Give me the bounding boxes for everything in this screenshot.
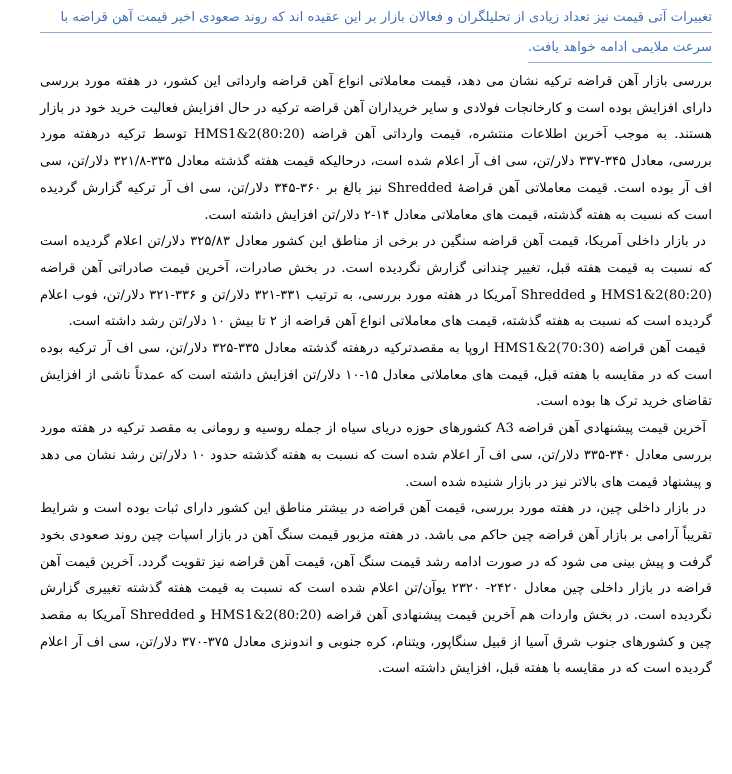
paragraph-europe-market: قیمت آهن قراضه HMS1&2(70:30) اروپا به مقصدترکیه درهفته گذشته معادل ۳۳۵-۳۲۵ دلار/تن، سی اف آر ترکیه بوده است که در مقایسه با هفته قبل، قیمت های معاملاتی معادل ۱۵-۱۰ دلار/تن افزایش داشته است که عمدتاً ناشی از افزایش تقاضای خرید ترک ها بوده است. — [40, 341, 712, 410]
paragraph-china-market: در بازار داخلی چین، در هفته مورد بررسی، قیمت آهن قراضه در بیشتر مناطق این کشور دارای ثبات بوده است و شرایط تقریباً آرامی بر بازار آهن قراضه چین حاکم می باشد. در هفته مزبور قیمت سنگ آهن در بازار اسپات چین روند صعودی بخود گرفت و پیش بینی می شود که در صورت ادامه رشد قیمت سنگ آهن، قیمت آهن قراضه نیز تقویت گردد. آخرین قیمت آهن قراضه در بازار داخلی چین معادل ۲۴۲۰- ۲۳۲۰ یوآن/تن اعلام شده است که نسبت به قیمت هفته گذشته تغییری گزارش نگردیده است. در بخش واردات هم آخرین قیمت پیشنهادی آهن قراضه HMS1&2(80:20) و Shredded آمریکا به مقصد چین و کشورهای جنوب شرق آسیا از قبیل سنگاپور، ویتنام، کره جنوبی و اندونزی معادل ۳۷۵-۳۷۰ دلار/تن، سی اف آر اعلام گردیده است که در مقایسه با هفته قبل، افزایش داشته است. — [40, 501, 713, 677]
document-page — [40, 0, 712, 683]
pull-quote — [40, 0, 712, 63]
paragraph-turkey-market: بررسی بازار آهن قراضه ترکیه نشان می دهد، قیمت معاملاتی انواع آهن قراضه وارداتی این کشور، در هفته مورد بررسی دارای افزایش بوده است و کارخانجات فولادی و سایر خریداران آهن قراضه ترکیه در حال افزایش فعالیت خرید خود در بازار هستند. به موجب آخرین اطلاعات منتشره، قیمت وارداتی آهن قراضه HMS1&2(80:20) توسط ترکیه درهفته مورد بررسی، معادل ۳۴۵-۳۳۷ دلار/تن، سی اف آر اعلام شده است، درحالیکه قیمت هفته گذشته معادل ۳۳۵-۳۲۱/۸ دلار/تن، سی اف آر بوده است. قیمت معاملاتی آهن قراضهٔ Shredded نیز بالغ بر ۳۶۰-۳۴۵ دلار/تن، سی اف آر ترکیه گزارش گردیده است که نسبت به هفته گذشته، قیمت های معاملاتی معادل ۱۴-۲ دلار/تن افزایش داشته است. — [40, 74, 712, 223]
pull-quote-line-1: تغییرات آتی قیمت نیز تعداد زیادی از تحلیلگران و فعالان بازار بر این عقیده اند که روند صعودی اخیر قیمت آهن قراضه با — [40, 3, 712, 33]
paragraph-us-market: در بازار داخلی آمریکا، قیمت آهن قراضه سنگین در برخی از مناطق این کشور معادل ۳۲۵/۸۳ دلار/تن اعلام گردیده است که نسبت به قیمت هفته قبل، تغییر چندانی گزارش نگردیده است. در بخش صادرات، آخرین قیمت صادراتی آهن قراضه HMS1&2(80:20) و Shredded آمریکا در هفته مورد بررسی، به ترتیب ۳۳۱-۳۲۱ دلار/تن و ۳۳۶-۳۲۱ دلار/تن، فوب اعلام گردیده است که نسبت به هفته گذشته، قیمت های معاملاتی انواع آهن قراضه از ۲ تا بیش ۱۰ دلار/تن رشد داشته است. — [40, 234, 712, 330]
pull-quote-line-2: سرعت ملایمی ادامه خواهد یافت. — [528, 33, 712, 63]
paragraph-black-sea-market: آخرین قیمت پیشنهادی آهن قراضه A3 کشورهای حوزه دریای سیاه از جمله روسیه و رومانی به مقصد ترکیه در هفته مورد بررسی معادل ۳۴۰-۳۳۵ دلار/تن، سی اف آر اعلام شده است که نسبت به هفته گذشته حدود ۱۰ دلار/تن رشد نشان می دهد و پیشنهاد قیمت های بالاتر نیز در بازار شنیده شده است. — [40, 421, 713, 490]
